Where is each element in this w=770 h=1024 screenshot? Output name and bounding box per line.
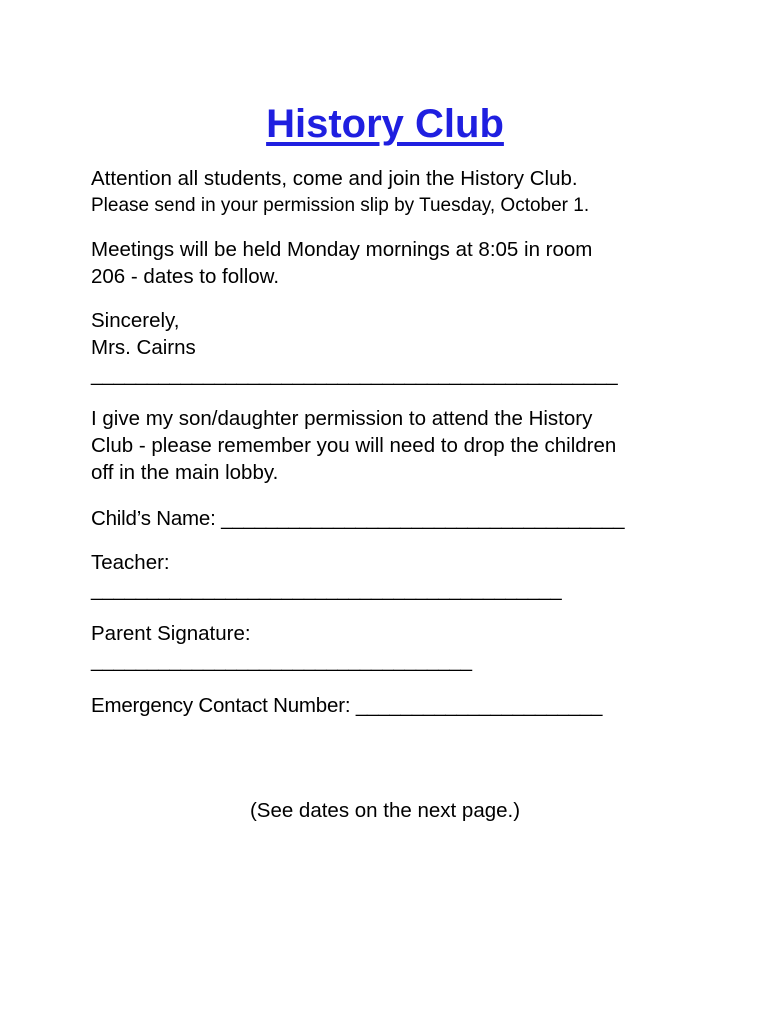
signoff-block	[91, 307, 691, 388]
intro-line-1: Attention all students, come and join the History Club.	[91, 167, 578, 190]
separator-line: _______________________________________________	[91, 363, 618, 386]
emergency-contact-field[interactable]: Emergency Contact Number: ______________________	[91, 694, 603, 717]
teacher-line[interactable]: __________________________________________	[91, 578, 562, 601]
intro-paragraph	[91, 165, 691, 219]
intro-line-2: Please send in your permission slip by Tuesday, October 1.	[91, 195, 590, 216]
meetings-paragraph	[91, 236, 691, 290]
meetings-line-2: 206 - dates to follow.	[91, 265, 280, 288]
childs-name-field[interactable]: Child’s Name: ____________________________________	[91, 507, 625, 530]
parent-signature-field[interactable]	[91, 620, 691, 674]
signer-name: Mrs. Cairns	[91, 336, 196, 359]
permission-line-3: off in the main lobby.	[91, 461, 279, 484]
meetings-line-1: Meetings will be held Monday mornings at 8:05 in room	[91, 238, 593, 261]
footnote-text: (See dates on the next page.)	[249, 799, 521, 822]
permission-paragraph	[91, 405, 691, 486]
permission-line-2: Club - please remember you will need to drop the children	[91, 434, 617, 457]
permission-line-1: I give my son/daughter permission to attend the History	[91, 407, 593, 430]
parent-signature-line[interactable]: __________________________________	[91, 649, 472, 672]
teacher-field[interactable]	[91, 549, 691, 603]
parent-signature-label: Parent Signature:	[91, 622, 251, 645]
closing-text: Sincerely,	[91, 309, 180, 332]
teacher-label: Teacher:	[91, 551, 170, 574]
page-title: History Club	[266, 102, 504, 146]
